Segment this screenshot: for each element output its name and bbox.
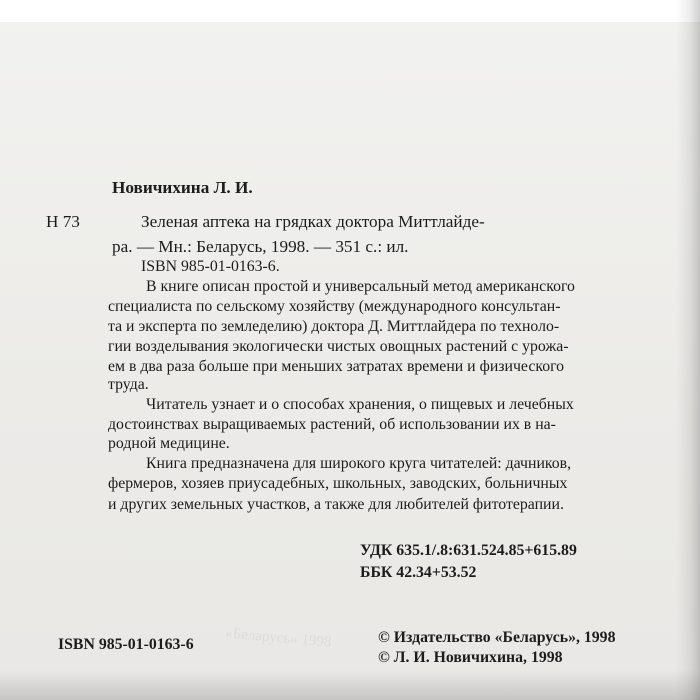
title-line: ра. — Мн.: Беларусь, 1998. — 351 с.: ил. — [112, 237, 409, 256]
page-shadow — [676, 0, 700, 700]
annotation-line: Книга предназначена для широкого круга читателей: дачников, — [146, 455, 572, 472]
bleed-through-text: «Беларусь» 1998 — [224, 625, 333, 651]
title-line: Зеленая аптека на грядках доктора Миттлайде- — [141, 212, 485, 231]
annotation-line: специалиста по сельскому хозяйству (международного консультан- — [108, 298, 561, 315]
annotation-line: та и эксперта по земледелию) доктора Д. Миттлайдера по техноло- — [108, 318, 560, 335]
annotation-line: и других земельных участков, а также для любителей фитотерапии. — [108, 496, 564, 513]
annotation-line: ем в два раза больше при меньших затратах времени и физического — [108, 358, 565, 375]
isbn-line: ISBN 985-01-0163-6. — [141, 258, 280, 275]
annotation-line: В книге описан простой и универсальный метод американского — [146, 278, 575, 295]
author-name: Новичихина Л. И. — [112, 178, 253, 197]
annotation-line: родной медицине. — [108, 435, 230, 452]
bbk-code: ББК 42.34+53.52 — [360, 564, 477, 581]
annotation-line: фермеров, хозяев приусадебных, школьных, заводских, больничных — [108, 475, 568, 492]
annotation-line: труда. — [108, 376, 149, 393]
page-shadow — [0, 670, 700, 700]
isbn-bottom: ISBN 985-01-0163-6 — [58, 636, 194, 653]
call-number: Н 73 — [46, 212, 80, 231]
copyright-publisher: © Издательство «Беларусь», 1998 — [378, 629, 616, 646]
annotation-line: Читатель узнает и о способах хранения, о пищевых и лечебных — [146, 396, 574, 413]
annotation-line: гии возделывания экологически чистых овощных растений с урожа- — [108, 338, 569, 355]
annotation-line: достоинствах выращиваемых растений, об использовании их в на- — [108, 416, 556, 433]
copyright-author: © Л. И. Новичихина, 1998 — [378, 649, 563, 666]
scan-margin — [0, 0, 700, 22]
udk-code: УДК 635.1/.8:631.524.85+615.89 — [360, 542, 577, 559]
